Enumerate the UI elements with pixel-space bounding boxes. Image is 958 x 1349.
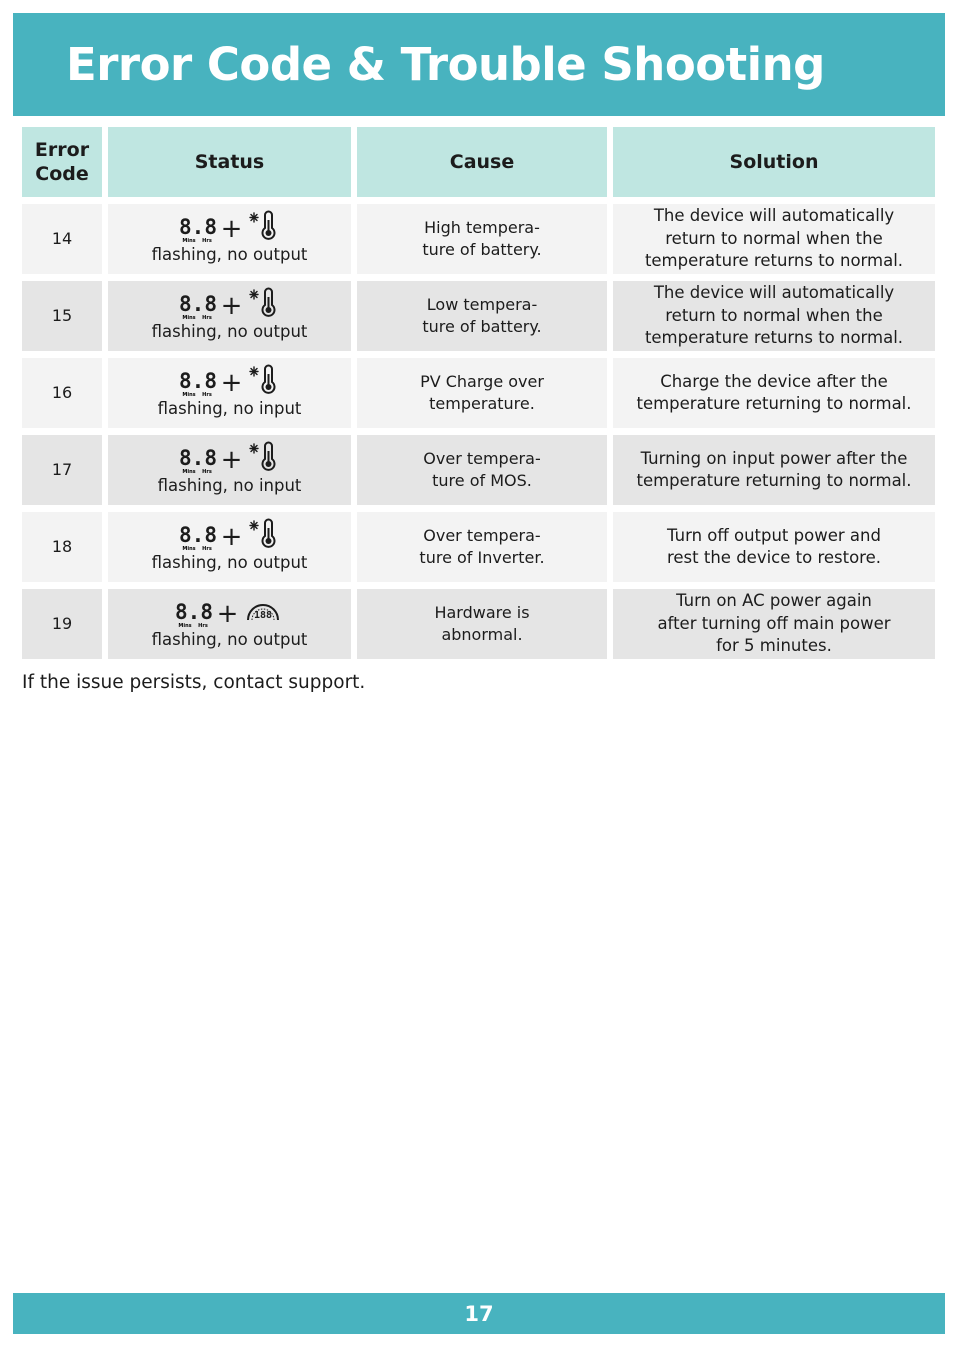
status-icons (178, 367, 279, 398)
error-code-cell: 15 (22, 281, 102, 351)
cause-cell: Over tempera- ture of MOS. (357, 435, 607, 505)
plus-sign: + (220, 521, 243, 552)
plus-sign: + (220, 367, 243, 398)
solution-cell: Turning on input power after the temperature returning to normal. (613, 435, 935, 505)
status-icons (174, 598, 283, 629)
error-code-cell: 14 (22, 204, 102, 274)
display-hrs-label: Hrs (201, 237, 212, 244)
table-row (22, 512, 935, 582)
status-icons (178, 444, 279, 475)
plus-sign: + (220, 290, 243, 321)
page-header (13, 13, 945, 116)
error-code-cell: 16 (22, 358, 102, 428)
status-cell (108, 358, 351, 428)
snowflake-thermometer-icon (248, 442, 278, 478)
page-footer (13, 1293, 945, 1334)
display-digits: 8.8 (178, 291, 217, 316)
snowflake-thermometer-icon (248, 365, 278, 401)
segment-display-icon (178, 214, 217, 244)
table-row (22, 435, 935, 505)
error-code-cell: 18 (22, 512, 102, 582)
solution-cell: The device will automatically return to normal when the temperature returns to normal. (613, 204, 935, 274)
header-status-label: Status (194, 151, 265, 173)
solution-cell: Charge the device after the temperature returning to normal. (613, 358, 935, 428)
display-mins-label: Mins (181, 391, 196, 398)
display-digits: 8.8 (174, 599, 213, 624)
header-cause-label: Cause (449, 151, 515, 173)
table-row (22, 358, 935, 428)
status-icons (178, 290, 279, 321)
display-digits: 8.8 (178, 522, 217, 547)
cause-cell: High tempera- ture of battery. (357, 204, 607, 274)
status-cell (108, 589, 351, 659)
display-hrs-label: Hrs (201, 545, 212, 552)
segment-display-icon (178, 445, 217, 475)
error-code-table (22, 127, 935, 666)
battery-gauge-icon (244, 596, 282, 632)
table-row (22, 281, 935, 351)
solution-cell: Turn on AC power again after turning off main power for 5 minutes. (613, 589, 935, 659)
cause-cell: PV Charge over temperature. (357, 358, 607, 428)
segment-display-icon (178, 291, 217, 321)
table-row (22, 589, 935, 659)
plus-sign: + (220, 213, 243, 244)
status-text: flashing, no input (157, 398, 302, 418)
display-hrs-label: Hrs (201, 391, 212, 398)
segment-display-icon (178, 368, 217, 398)
header-error-code (22, 127, 102, 197)
display-digits: 8.8 (178, 214, 217, 239)
header-status (108, 127, 351, 197)
status-cell (108, 512, 351, 582)
status-icons (178, 521, 279, 552)
footnote: If the issue persists, contact support. (22, 672, 366, 693)
display-mins-label: Mins (181, 545, 196, 552)
solution-cell: The device will automatically return to normal when the temperature returns to normal. (613, 281, 935, 351)
display-hrs-label: Hrs (197, 622, 208, 629)
gauge-text: 188 (254, 609, 273, 621)
status-icons (178, 213, 279, 244)
error-code-cell: 19 (22, 589, 102, 659)
display-digits: 8.8 (178, 368, 217, 393)
display-hrs-label: Hrs (201, 468, 212, 475)
status-cell (108, 435, 351, 505)
display-mins-label: Mins (181, 314, 196, 321)
header-cause (357, 127, 607, 197)
status-text: flashing, no output (151, 629, 308, 649)
display-mins-label: Mins (181, 237, 196, 244)
snowflake-thermometer-icon (248, 211, 278, 247)
page-number: 17 (464, 1301, 494, 1326)
header-solution-label: Solution (729, 151, 819, 173)
status-text: flashing, no input (157, 475, 302, 495)
status-text: flashing, no output (151, 552, 308, 572)
status-text: flashing, no output (151, 244, 308, 264)
display-mins-label: Mins (177, 622, 192, 629)
cause-cell: Low tempera- ture of battery. (357, 281, 607, 351)
plus-sign: + (216, 598, 239, 629)
snowflake-thermometer-icon (248, 519, 278, 555)
display-hrs-label: Hrs (201, 314, 212, 321)
solution-cell: Turn off output power and rest the device to restore. (613, 512, 935, 582)
segment-display-icon (174, 599, 213, 629)
snowflake-thermometer-icon (248, 288, 278, 324)
display-digits: 8.8 (178, 445, 217, 470)
table-header-row (22, 127, 935, 197)
cause-cell: Hardware is abnormal. (357, 589, 607, 659)
header-solution (613, 127, 935, 197)
table-row (22, 204, 935, 274)
status-cell (108, 204, 351, 274)
page-title: Error Code & Trouble Shooting (66, 38, 825, 91)
header-error-code-label: Error Code (34, 139, 90, 185)
display-mins-label: Mins (181, 468, 196, 475)
status-cell (108, 281, 351, 351)
error-code-cell: 17 (22, 435, 102, 505)
status-text: flashing, no output (151, 321, 308, 341)
plus-sign: + (220, 444, 243, 475)
segment-display-icon (178, 522, 217, 552)
cause-cell: Over tempera- ture of Inverter. (357, 512, 607, 582)
